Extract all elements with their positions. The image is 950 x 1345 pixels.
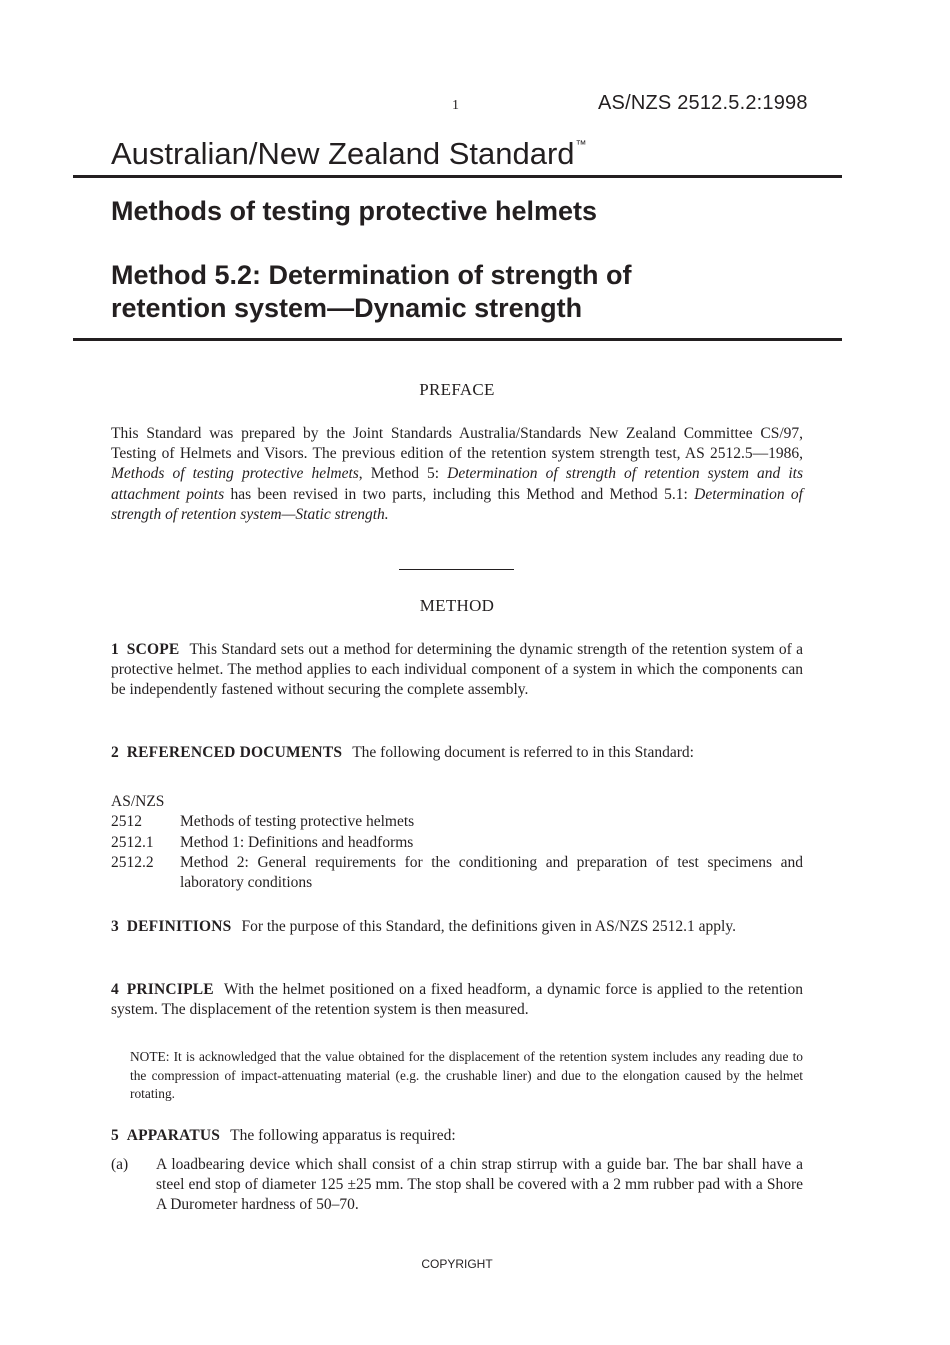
document-title: Method 1: Definitions and headforms [180,834,414,851]
clause-title: APPARATUS [126,1127,221,1144]
standard-type-heading [111,136,587,172]
apparatus-clause [111,1126,803,1146]
clause-number: 3 [111,918,119,935]
series-title: Methods of testing protective helmets [111,196,598,226]
referenced-document [111,853,803,894]
document-title: Method 2: General requirements for the conditioning and preparation of test specimens and laboratory conditions [180,854,803,892]
section-divider [399,569,514,570]
method-heading: METHOD [419,596,495,615]
referenced-document [111,812,803,832]
clause-number: 2 [111,744,119,761]
preface-text: This Standard was prepared by the Joint Standards Australia/Standards New Zealand Committee CS/97, Testing of Helmets and Visors. The previous edition of the retention system strength test, AS 2512.5—1986, [111,425,803,463]
clause-title: PRINCIPLE [126,981,214,998]
clause-number: 4 [111,981,119,998]
copyright-footer: COPYRIGHT [421,1257,493,1271]
preface-text: has been revised in two parts, including this Method and Method 5.1: [224,485,695,503]
preface-text: , Method 5: [358,465,448,483]
clause-number: 5 [111,1127,119,1144]
document-code: 2512.2 [111,854,154,871]
scope-clause [111,640,803,701]
trademark-symbol: ™ [575,139,587,151]
clause-text: With the helmet positioned on a fixed headform, a dynamic force is applied to the retention system. The displacement of the retention system is then measured. [111,981,803,1019]
clause-text: The following document is referred to in this Standard: [352,744,694,761]
preface-cited-title: Determination of strength of retention system and its attachment points [111,465,803,503]
principle-note: NOTE: It is acknowledged that the value obtained for the displacement of the retention system includes any reading due to the compression of impact-attenuating material (e.g. the crushable liner) and due to the elongation caused by the helmet rotating. [130,1049,803,1101]
preface-cited-title: Determination of strength of retention system—Static strength. [111,485,803,523]
apparatus-item [111,1155,803,1217]
clause-text: For the purpose of this Standard, the definitions given in AS/NZS 2512.1 apply. [241,918,736,935]
principle-clause [111,980,803,1020]
document-code: 2512.1 [111,834,154,851]
preface-paragraph [111,424,803,525]
method-title-line-1: Method 5.2: Determination of strength of [111,260,632,290]
preface-cited-title: Methods of testing protective helmets [111,465,359,483]
document-code: 2512 [111,813,142,830]
referenced-document [111,833,803,853]
referenced-documents-clause [111,743,803,763]
top-rule [73,175,842,178]
item-text: A loadbearing device which shall consist of a chin strap stirrup with a guide bar. The bar shall have a steel end stop of diameter 125 ±25 mm. The stop shall be covered with a 2 mm rubber pad with a Shore A Durometer hardness of 50–70. [156,1156,803,1214]
title-bottom-rule [73,338,842,341]
clause-number: 1 [111,641,119,658]
clause-title: REFERENCED DOCUMENTS [126,744,343,761]
standard-code: AS/NZS 2512.5.2:1998 [598,92,808,114]
page-number: 1 [452,98,459,113]
document-title: Methods of testing protective helmets [180,813,415,830]
clause-text: The following apparatus is required: [230,1127,456,1144]
standard-type-text: Australian/New Zealand Standard [111,136,575,171]
clause-title: DEFINITIONS [126,918,232,935]
method-title [111,259,811,325]
definitions-clause [111,917,803,937]
item-label: (a) [111,1156,129,1173]
clause-text: This Standard sets out a method for determining the dynamic strength of the retention system of a protective helmet. The method applies to each individual component of a system in which the components can be independently fastened without securing the complete assembly. [111,641,803,699]
referenced-prefix: AS/NZS [111,793,165,810]
preface-heading: PREFACE [419,380,495,399]
clause-title: SCOPE [126,641,180,658]
method-title-line-2: retention system—Dynamic strength [111,293,583,323]
